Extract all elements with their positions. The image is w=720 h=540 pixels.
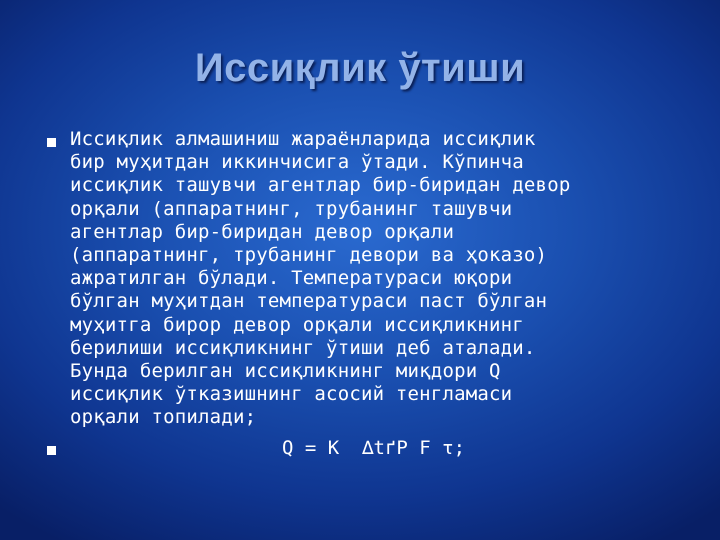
bullet-text-line: муҳитга бирор девор орқали иссиқликнинг	[70, 313, 524, 336]
bullet-text-line: иссиқлик ташувчи агентлар бир-биридан девор	[70, 174, 571, 197]
bullet-text-line: Бунда берилган иссиқликнинг миқдори Q	[70, 360, 501, 383]
bullet-marker	[47, 138, 56, 147]
bullet-text-line: иссиқлик ўтказишнинг асосий тенгламаси	[70, 383, 513, 406]
bullet-text-line: бўлган муҳитдан температураси паст бўлган	[70, 290, 548, 313]
bullet-marker	[47, 446, 56, 455]
slide-title: Иссиқлик ўтиши	[194, 46, 526, 90]
bullet-text-line: орқали топилади;	[70, 406, 257, 429]
bullet-item	[70, 128, 710, 430]
bullet-text-line: агентлар бир-биридан девор орқали	[70, 220, 455, 243]
bullet-text-line: Иссиқлик алмашиниш жараёнларида иссиқлик	[70, 128, 536, 150]
formula: Q = K ∆tґP F τ;	[282, 437, 466, 459]
bullet-text-line: бир муҳитдан иккинчисига ўтади. Кўпинча	[70, 151, 524, 174]
bullet-text-line: (аппаратнинг, трубанинг девори ва ҳоказо)	[70, 244, 548, 267]
bullet-text-line: ажратилган бўлади. Температураси юқори	[70, 267, 513, 290]
bullet-text-line: орқали (аппаратнинг, трубанинг ташувчи	[70, 197, 513, 220]
bullet-text-line: берилиши иссиқликнинг ўтиши деб аталади.	[70, 336, 536, 359]
